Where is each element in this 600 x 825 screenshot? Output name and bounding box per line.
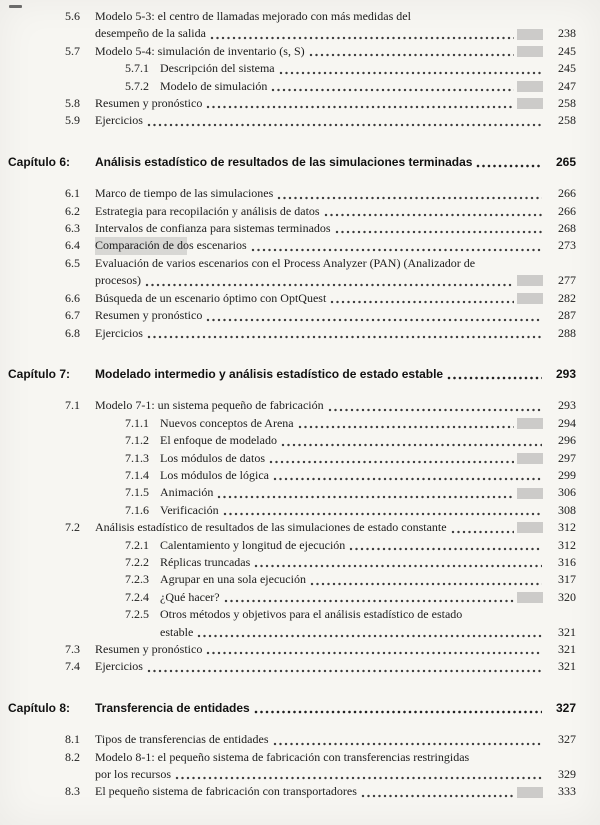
dot-leader: [309, 53, 514, 57]
dot-leader: [324, 213, 542, 217]
page-number: 294: [558, 415, 576, 430]
dot-leader: [451, 530, 514, 534]
dot-leader: [361, 794, 514, 798]
entry-number: 8.1: [65, 732, 80, 747]
entry-body: [95, 112, 576, 129]
toc-entry: [8, 325, 576, 342]
entry-title: Marco de tiempo de las simulaciones: [95, 186, 274, 201]
dot-leader: [310, 582, 542, 586]
dot-leader: [330, 300, 514, 304]
entry-title: Calentamiento y longitud de ejecución: [160, 537, 346, 552]
scan-artifact: [517, 787, 543, 798]
entry-number: 5.7.2: [125, 78, 149, 93]
dot-leader: [328, 408, 542, 412]
entry-title: por los recursos: [95, 767, 171, 782]
dot-leader: [277, 196, 542, 200]
page-number: 316: [558, 554, 576, 569]
scan-artifact: [517, 488, 543, 499]
entry-title: Tipos de transferencias de entidades: [95, 732, 269, 747]
entry-body: [160, 606, 576, 641]
dot-leader: [476, 164, 542, 168]
dot-leader: [145, 283, 514, 287]
entry-body: [95, 95, 576, 112]
dot-leader: [175, 776, 542, 780]
chapter-label: Capítulo 6:: [8, 154, 70, 169]
entry-title: Descripción del sistema: [160, 61, 275, 76]
entry-body: [95, 325, 576, 342]
scan-artifact: [517, 522, 543, 533]
page-number: 245: [558, 61, 576, 76]
dot-leader: [223, 512, 542, 516]
entry-number: 7.1.4: [125, 467, 149, 482]
page-number: 277: [558, 273, 576, 288]
toc-entry: [8, 237, 576, 254]
entry-body: [95, 519, 576, 536]
entry-number: 7.1: [65, 398, 80, 413]
toc-entry: [8, 606, 576, 641]
entry-number: 7.3: [65, 642, 80, 656]
entry-number: 5.9: [65, 113, 80, 128]
toc-entry: [8, 502, 576, 519]
dot-leader: [210, 36, 514, 40]
toc-entry: [8, 731, 576, 748]
page-number: 282: [558, 290, 576, 305]
scan-artifact: [517, 293, 543, 304]
entry-body: [160, 537, 576, 554]
dot-leader: [254, 710, 542, 714]
entry-body: [160, 60, 576, 77]
entry-number: 5.6: [65, 9, 80, 23]
scan-artifact: [517, 418, 543, 429]
entry-title: Réplicas truncadas: [160, 554, 251, 569]
dot-leader: [224, 599, 514, 603]
entry-title: El pequeño sistema de fabricación con transportadores: [95, 784, 357, 799]
page-number: 296: [558, 433, 576, 448]
page-number: 320: [558, 589, 576, 604]
dot-leader: [335, 230, 542, 234]
entry-title: Resumen y pronóstico: [95, 96, 203, 111]
entry-body: [160, 502, 576, 519]
toc-entry: [8, 255, 576, 290]
scan-artifact: [517, 453, 543, 464]
entry-body: [160, 415, 576, 432]
entry-title-line: Modelo 5-3: el centro de llamadas mejorado con más medidas del: [95, 9, 411, 23]
entry-title-line: Otros métodos y objetivos para el análisis estadístico de estado: [160, 607, 463, 622]
page-number: 273: [558, 238, 576, 253]
entry-number: 7.1.1: [125, 415, 149, 430]
entry-number: 6.2: [65, 203, 80, 218]
toc-entry: [8, 450, 576, 467]
chapter-label: Capítulo 8:: [8, 700, 70, 715]
page-number: 265: [555, 154, 576, 169]
entry-title: Comparación de dos escenarios: [95, 237, 247, 254]
entry-body: [160, 467, 576, 484]
chapter-title: Análisis estadístico de resultados de las simulaciones terminadas: [95, 154, 473, 169]
page-number: 247: [558, 78, 576, 93]
page-number: 312: [558, 520, 576, 535]
entry-body: [95, 290, 576, 307]
entry-body: [95, 366, 576, 383]
entry-body: [160, 432, 576, 449]
page-number: 321: [558, 659, 576, 674]
dot-leader: [251, 248, 542, 252]
entry-body: [95, 731, 576, 748]
dot-leader: [147, 123, 542, 127]
entry-title: ¿Qué hacer?: [160, 589, 220, 604]
page-number: 321: [558, 624, 576, 639]
entry-title: procesos): [95, 273, 141, 288]
entry-number: 6.6: [65, 290, 80, 305]
toc-entry: [8, 290, 576, 307]
entry-body: [95, 43, 576, 60]
chapter-heading: [8, 700, 576, 717]
toc-entry: [8, 749, 576, 784]
scan-artifact: [517, 98, 543, 109]
dot-leader: [273, 742, 542, 746]
page-number: 293: [555, 366, 576, 381]
toc-entry: [8, 554, 576, 571]
entry-body: [160, 589, 576, 606]
entry-body: [95, 783, 576, 800]
entry-number: 7.1.6: [125, 502, 149, 517]
toc-entry: [8, 95, 576, 112]
page-number: 245: [558, 43, 576, 58]
dot-leader: [281, 443, 542, 447]
dot-leader: [206, 651, 542, 655]
dot-leader: [147, 335, 542, 339]
page-number: 321: [558, 642, 576, 656]
entry-body: [160, 450, 576, 467]
entry-title-line: Evaluación de varios escenarios con el Process Analyzer (PAN) (Analizador de: [95, 255, 476, 270]
entry-title: Intervalos de confianza para sistemas terminados: [95, 221, 331, 236]
entry-title: Nuevos conceptos de Arena: [160, 415, 294, 430]
entry-number: 5.7.1: [125, 61, 149, 76]
scan-artifact: [517, 46, 543, 57]
page-number: 327: [558, 732, 576, 747]
dot-leader: [206, 105, 514, 109]
entry-body: [160, 484, 576, 501]
entry-title: El enfoque de modelado: [160, 433, 277, 448]
entry-body: [95, 185, 576, 202]
page-number: 268: [558, 221, 576, 236]
entry-title: Modelo 7-1: un sistema pequeño de fabricación: [95, 398, 324, 413]
toc-entry: [8, 78, 576, 95]
entry-number: 7.2.3: [125, 572, 149, 587]
entry-title: Verificación: [160, 502, 219, 517]
page-number: 266: [558, 203, 576, 218]
entry-body: [95, 641, 576, 658]
entry-title: Los módulos de datos: [160, 450, 265, 465]
chapter-label: Capítulo 7:: [8, 366, 70, 381]
toc-entry: [8, 589, 576, 606]
entry-title: Resumen y pronóstico: [95, 642, 203, 656]
entry-title: Ejercicios: [95, 325, 143, 340]
scan-artifact: [517, 29, 543, 40]
toc-entry: [8, 397, 576, 414]
dot-leader: [269, 460, 514, 464]
chapter-heading: [8, 154, 576, 171]
entry-number: 7.1.2: [125, 433, 149, 448]
entry-body: [95, 154, 576, 171]
entry-title: Búsqueda de un escenario óptimo con OptQuest: [95, 290, 327, 305]
chapter-heading: [8, 366, 576, 383]
entry-number: 8.2: [65, 749, 80, 764]
toc-entry: [8, 60, 576, 77]
entry-title: estable: [160, 624, 194, 639]
entry-body: [95, 700, 576, 717]
toc-entry: [8, 571, 576, 588]
entry-number: 7.2.4: [125, 589, 149, 604]
entry-number: 6.1: [65, 186, 80, 201]
entry-title: Ejercicios: [95, 113, 143, 128]
entry-number: 6.7: [65, 308, 80, 323]
page-number: 312: [558, 537, 576, 552]
scan-artifact: [517, 592, 543, 603]
entry-title: desempeño de la salida: [95, 26, 206, 41]
chapter-title: Modelado intermedio y análisis estadístico de estado estable: [95, 366, 444, 381]
toc-entry: [8, 220, 576, 237]
entry-number: 7.2.5: [125, 607, 149, 622]
page-number: 238: [558, 26, 576, 41]
toc-entry: [8, 8, 576, 43]
dot-leader: [273, 477, 542, 481]
chapter-title: Transferencia de entidades: [95, 700, 250, 715]
toc-entry: [8, 43, 576, 60]
page-number: 333: [558, 784, 576, 799]
entry-number: 6.4: [65, 238, 80, 253]
page-number: 258: [558, 96, 576, 111]
dot-leader: [217, 495, 514, 499]
entry-title: Modelo de simulación: [160, 78, 268, 93]
entry-body: [160, 554, 576, 571]
entry-title: Los módulos de lógica: [160, 467, 269, 482]
entry-number: 6.8: [65, 325, 80, 340]
toc-entry: [8, 112, 576, 129]
page-number: 266: [558, 186, 576, 201]
entry-number: 5.7: [65, 43, 80, 58]
dot-leader: [298, 425, 514, 429]
page-number: 288: [558, 325, 576, 340]
entry-title: Agrupar en una sola ejecución: [160, 572, 306, 587]
page-number: 258: [558, 113, 576, 128]
dot-leader: [349, 547, 542, 551]
page-number: 327: [555, 700, 576, 715]
entry-number: 8.3: [65, 784, 80, 799]
toc-entry: [8, 307, 576, 324]
toc-entry: [8, 519, 576, 536]
entry-body: [95, 658, 576, 675]
scan-edge-mark: [9, 5, 22, 8]
toc-entry: [8, 484, 576, 501]
entry-title: Animación: [160, 485, 214, 500]
entry-number: 7.2: [65, 520, 80, 535]
entry-number: 7.1.5: [125, 485, 149, 500]
dot-leader: [197, 634, 542, 638]
entry-body: [95, 220, 576, 237]
page-number: 293: [558, 398, 576, 413]
toc-entry: [8, 467, 576, 484]
dot-leader: [206, 318, 542, 322]
page-number: 329: [558, 767, 576, 782]
page-number: 306: [558, 485, 576, 500]
page-number: 308: [558, 502, 576, 517]
entry-body: [95, 307, 576, 324]
entry-body: [95, 255, 576, 290]
entry-number: 7.2.2: [125, 554, 149, 569]
entry-body: [160, 78, 576, 95]
entry-number: 7.1.3: [125, 450, 149, 465]
page-number: 297: [558, 450, 576, 465]
entry-title-line: Modelo 8-1: el pequeño sistema de fabricación con transferencias restringidas: [95, 749, 470, 764]
entry-number: 6.5: [65, 255, 80, 270]
dot-leader: [254, 564, 542, 568]
entry-body: [95, 749, 576, 784]
toc-entry: [8, 783, 576, 800]
entry-body: [95, 203, 576, 220]
dot-leader: [447, 376, 542, 380]
entry-number: 6.3: [65, 221, 80, 236]
entry-title: Ejercicios: [95, 659, 143, 674]
dot-leader: [147, 669, 542, 673]
scan-artifact: [517, 81, 543, 92]
page-number: 299: [558, 467, 576, 482]
page-number: 287: [558, 308, 576, 323]
entry-title: Resumen y pronóstico: [95, 308, 203, 323]
entry-number: 7.4: [65, 659, 80, 674]
toc-entry: [8, 658, 576, 675]
dot-leader: [271, 88, 514, 92]
entry-body: [95, 8, 576, 43]
dot-leader: [279, 71, 542, 75]
scan-artifact: [517, 275, 543, 286]
entry-title: Modelo 5-4: simulación de inventario (s, S): [95, 43, 305, 58]
toc-entry: [8, 432, 576, 449]
entry-number: 7.2.1: [125, 537, 149, 552]
entry-title: Análisis estadístico de resultados de las simulaciones de estado constante: [95, 520, 447, 535]
entry-body: [160, 571, 576, 588]
entry-body: [95, 397, 576, 414]
entry-title: Estrategia para recopilación y análisis de datos: [95, 203, 320, 218]
entry-body: [95, 237, 576, 254]
toc-entry: [8, 537, 576, 554]
toc-entry: [8, 641, 576, 658]
toc-entry: [8, 203, 576, 220]
page-number: 317: [558, 572, 576, 587]
toc-entry: [8, 415, 576, 432]
entry-number: 5.8: [65, 96, 80, 111]
toc-entry: [8, 185, 576, 202]
